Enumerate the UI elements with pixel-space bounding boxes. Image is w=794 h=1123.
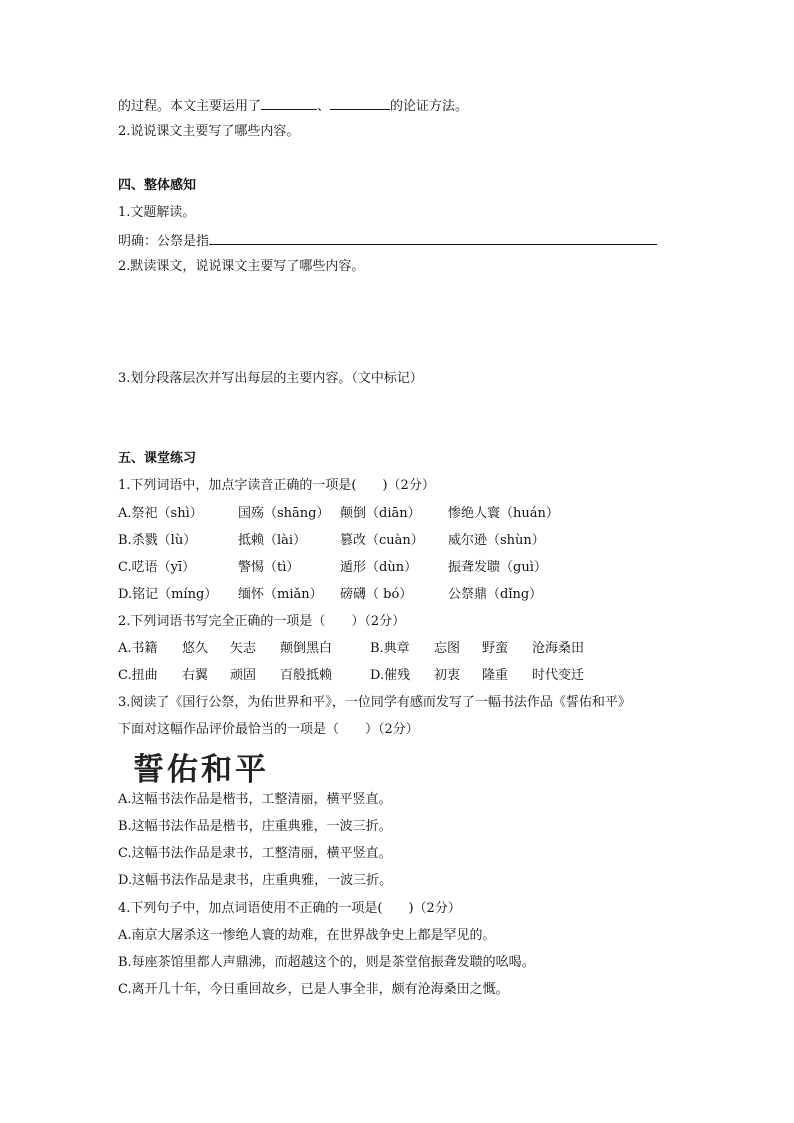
option-item: 抵赖（lài） [238,533,307,548]
option-item: A.祭祀（shì） [118,506,203,521]
option-text: B.每座茶馆里都人声鼎沸，而超越这个的，则是茶堂倌振聋发聩的吆喝。 [118,955,535,970]
question-text: 2.说说课文主要写了哪些内容。 [118,124,300,139]
option-item: D.催残 [370,668,411,683]
question-text: 2.下列词语书写完全正确的一项是（ ）（2分） [118,614,406,629]
answer-blank-1[interactable] [261,96,317,110]
option-item: 警惕（tì） [238,560,300,575]
option-item: 磅礴（ bó） [340,587,413,602]
answer-blank-2[interactable] [330,96,390,110]
question-text: 3.阅读了《国行公祭，为佑世界和平》，一位同学有感而发写了一幅书法作品《誓佑和平》 [118,695,631,710]
option-text: A.这幅书法作品是楷书，工整清丽，横平竖直。 [118,792,392,807]
option-item: B.杀戮（lù） [118,533,197,548]
question-text: 下面对这幅作品评价最恰当的一项是（ ）（2分） [118,722,419,737]
answer-blank-long[interactable] [209,231,657,245]
question-text: 1.下列词语中，加点字读音正确的一项是( )（2分） [118,478,435,493]
option-item: 公祭鼎（dǐng） [448,587,543,602]
option-item: 沧海桑田 [532,641,585,656]
option-item: 篡改（cuàn） [340,533,424,548]
option-item: 顽固 [230,668,257,683]
option-item: 百般抵赖 [280,668,333,683]
option-item: 野蛮 [482,641,509,656]
question-text: 1.文题解读。 [118,205,196,220]
option-item: 隆重 [482,668,509,683]
option-item: 遁形（dùn） [340,560,418,575]
option-item: C.扭曲 [118,668,158,683]
question-text: 3.划分段落层次并写出每层的主要内容。（文中标记） [118,371,423,386]
section-heading-4: 四、整体感知 [118,178,197,193]
calligraphy-text: 誓佑和平 [133,752,269,786]
option-item: 忘图 [434,641,461,656]
option-item: A.书籍 [118,641,158,656]
calligraphy-image [133,752,273,786]
option-item: D.铭记（míng） [118,587,218,602]
option-item: 右翼 [182,668,209,683]
intro-text-mid: 、 [317,99,331,114]
option-item: 矢志 [230,641,257,656]
option-item: 威尔逊（shùn） [448,533,545,548]
mingque-label: 明确：公祭是指 [118,234,210,249]
option-item: C.呓语（yī） [118,560,196,575]
intro-line [118,96,468,116]
option-item: 悠久 [182,641,209,656]
option-item: 国殇（shāng） [238,506,330,521]
option-text: D.这幅书法作品是隶书，庄重典雅，一波三折。 [118,873,393,888]
option-text: B.这幅书法作品是楷书，庄重典雅，一波三折。 [118,819,392,834]
option-item: 初衷 [434,668,461,683]
option-item: 颠倒黑白 [280,641,333,656]
section-heading-5: 五、课堂练习 [118,451,197,466]
option-text: A.南京大屠杀这一惨绝人寰的劫难，在世界战争史上都是罕见的。 [118,928,496,943]
question-text: 2.默读课文，说说课文主要写了哪些内容。 [118,259,365,274]
option-item: 缅怀（miǎn） [238,587,323,602]
option-item: 时代变迁 [532,668,585,683]
option-item: B.典章 [370,641,410,656]
option-item: 振聋发聩（guì） [448,560,547,575]
option-text: C.离开几十年，今日重回故乡，已是人事全非，颇有沧海桑田之慨。 [118,982,509,997]
option-item: 惨绝人寰（huán） [448,506,559,521]
intro-text-pre: 的过程。本文主要运用了 [118,99,262,114]
mingque-line [118,231,657,251]
question-text: 4.下列句子中，加点词语使用不正确的一项是( )（2分） [118,901,461,916]
option-text: C.这幅书法作品是隶书，工整清丽，横平竖直。 [118,846,392,861]
option-item: 颠倒（diān） [340,506,421,521]
intro-text-post: 的论证方法。 [390,99,469,114]
